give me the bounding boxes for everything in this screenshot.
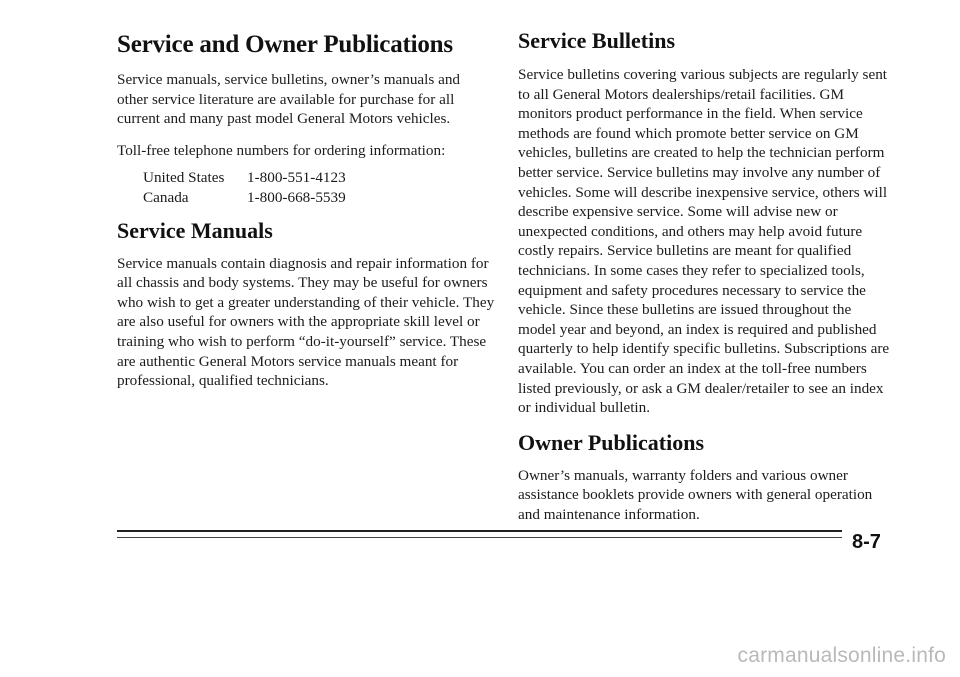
- phone-row-canada: [143, 188, 495, 208]
- intro-paragraph: Service manuals, service bulletins, owner’s manuals and other service literature are available for purchase for all current and many past model General Motors vehicles.: [117, 71, 461, 128]
- footer-rule: [117, 530, 842, 538]
- footer-rule-thick: [117, 530, 842, 532]
- owner-publications-paragraph: Owner’s manuals, warranty folders and various owner assistance booklets provide owners with general operation and maintenance information.: [518, 466, 873, 523]
- watermark-logo: carmanualsonline.info: [737, 644, 946, 667]
- footer-rule-thin: [117, 537, 842, 538]
- phone-intro: Toll-free telephone numbers for ordering information:: [117, 141, 446, 159]
- phone-number: 1-800-668-5539: [247, 188, 346, 206]
- page-number: 8-7: [852, 531, 881, 553]
- service-bulletins-paragraph: Service bulletins covering various subjects are regularly sent to all General Motors dealerships/retail facilities. GM monitors product performance in the field. When service methods are found which promote better service on GM vehicles, bulletins are created to help the technician perform better service. Service bulletins may involve any number of vehicles. Some will describe inexpensive service, others will describe expensive service. Some will advise new or unexpected conditions, and others may help avoid future costly repairs. Service bulletins are meant for qualified technicians. In some cases they refer to specialized tools, equipment and safety procedures necessary to service the vehicle. Since these bulletins are issued throughout the model year and beyond, an index is required and published quarterly to help identify specific bulletins. Subscriptions are available. You can order an index at the toll-free numbers listed previously, or ask a GM dealer/retailer to see an index or individual bulletin.: [518, 66, 890, 417]
- phone-country: United States: [143, 169, 225, 187]
- phone-number: 1-800-551-4123: [247, 169, 346, 187]
- service-manuals-heading: Service Manuals: [117, 217, 273, 243]
- service-bulletins-heading: Service Bulletins: [518, 28, 676, 53]
- phone-list: [143, 168, 495, 207]
- right-column: [518, 26, 890, 536]
- page-title: Service and Owner Publications: [117, 31, 453, 58]
- phone-row-us: [143, 168, 495, 188]
- left-column: [117, 26, 495, 403]
- service-manuals-paragraph: Service manuals contain diagnosis and repair information for all chassis and body systems. They may be useful for owners who wish to get a greater understanding of their vehicle. They are also useful for owners with the appropriate skill level or training who wish to perform “do-it-yourself” service. These are authentic General Motors service manuals meant for professional, qualified technicians.: [117, 254, 495, 390]
- owner-publications-heading: Owner Publications: [518, 429, 705, 455]
- phone-country: Canada: [143, 188, 189, 206]
